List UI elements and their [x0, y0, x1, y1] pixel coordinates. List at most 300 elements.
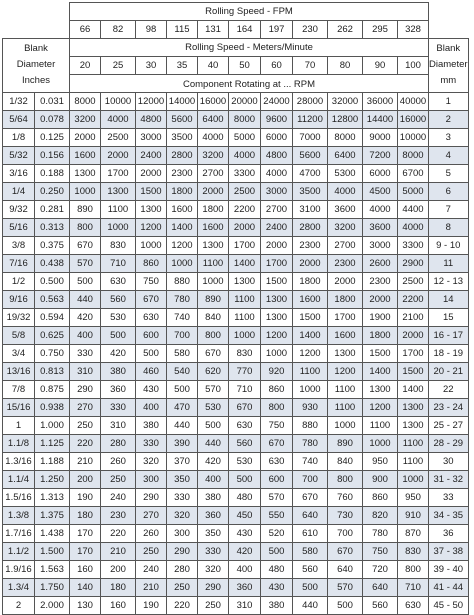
- rpm-value: 1000: [229, 327, 261, 345]
- mpm-value: 80: [328, 57, 363, 75]
- fpm-value: 82: [101, 21, 136, 39]
- table-row: [3, 417, 469, 435]
- rpm-value: 830: [101, 237, 136, 255]
- rpm-value: 530: [198, 399, 229, 417]
- blank-inches-fraction: 1.7/16: [3, 525, 35, 543]
- blank-inches-fraction: 2: [3, 597, 35, 615]
- blank-inches-decimal: 1.250: [35, 471, 70, 489]
- rpm-value: 3600: [328, 201, 363, 219]
- rpm-value: 800: [70, 219, 101, 237]
- blank-inches-decimal: 1.563: [35, 561, 70, 579]
- rpm-value: 240: [101, 489, 136, 507]
- rpm-value: 1300: [261, 291, 293, 309]
- blank-inches-decimal: 1.313: [35, 489, 70, 507]
- rpm-value: 500: [198, 417, 229, 435]
- rpm-value: 2300: [293, 237, 328, 255]
- rpm-value: 250: [101, 471, 136, 489]
- rpm-value: 1000: [70, 183, 101, 201]
- rpm-title: Component Rotating at ... RPM: [70, 75, 429, 93]
- mpm-title: Rolling Speed - Meters/Minute: [70, 39, 429, 57]
- rpm-value: 3000: [261, 183, 293, 201]
- rpm-value: 280: [167, 561, 198, 579]
- rpm-value: 260: [101, 453, 136, 471]
- blank-diameter-mm: 12 - 13: [429, 273, 469, 291]
- rpm-value: 300: [167, 525, 198, 543]
- blank-diameter-mm: 18 - 19: [429, 345, 469, 363]
- mpm-value: 30: [136, 57, 167, 75]
- rpm-value: 800: [198, 327, 229, 345]
- rpm-value: 420: [229, 543, 261, 561]
- rpm-value: 2900: [398, 255, 429, 273]
- fpm-value: 131: [198, 21, 229, 39]
- table-row: [3, 147, 469, 165]
- rpm-value: 4800: [261, 147, 293, 165]
- rpm-value: 950: [398, 489, 429, 507]
- rpm-value: 750: [136, 273, 167, 291]
- blank-diameter-mm: 9 - 10: [429, 237, 469, 255]
- rpm-value: 630: [229, 417, 261, 435]
- rpm-value: 2300: [167, 165, 198, 183]
- fpm-value: 262: [328, 21, 363, 39]
- rpm-value: 260: [136, 525, 167, 543]
- rpm-value: 10000: [101, 93, 136, 111]
- blank-inches-decimal: 0.313: [35, 219, 70, 237]
- rpm-value: 750: [261, 417, 293, 435]
- rpm-value: 160: [101, 597, 136, 615]
- rpm-value: 1200: [261, 327, 293, 345]
- rpm-value: 6400: [328, 147, 363, 165]
- rpm-value: 32000: [328, 93, 363, 111]
- rpm-value: 1600: [167, 201, 198, 219]
- rpm-value: 2100: [398, 309, 429, 327]
- blank-diameter-mm: 4: [429, 147, 469, 165]
- mpm-values-row: [3, 57, 469, 75]
- rpm-value: 800: [261, 399, 293, 417]
- rpm-value: 1200: [136, 219, 167, 237]
- rpm-value: 210: [70, 453, 101, 471]
- rpm-value: 1300: [261, 309, 293, 327]
- blank-diameter-mm: 22: [429, 381, 469, 399]
- blank-diameter-mm: 1: [429, 93, 469, 111]
- rpm-value: 12000: [136, 93, 167, 111]
- fpm-title: Rolling Speed - FPM: [70, 3, 429, 21]
- table-row: [3, 507, 469, 525]
- rpm-value: 620: [198, 363, 229, 381]
- blank-inches-decimal: 0.375: [35, 237, 70, 255]
- rpm-value: 530: [101, 309, 136, 327]
- rpm-value: 910: [398, 507, 429, 525]
- table-row: [3, 561, 469, 579]
- blank-inches-decimal: 0.156: [35, 147, 70, 165]
- rpm-value: 1000: [293, 381, 328, 399]
- rpm-value: 2500: [101, 129, 136, 147]
- rpm-value: 1600: [293, 291, 328, 309]
- rpm-value: 350: [198, 525, 229, 543]
- rpm-value: 1100: [398, 435, 429, 453]
- blank-inches-fraction: 1.1/4: [3, 471, 35, 489]
- mpm-value: 60: [261, 57, 293, 75]
- rpm-value: 900: [363, 471, 398, 489]
- rpm-value: 1500: [136, 183, 167, 201]
- rpm-value: 560: [363, 597, 398, 615]
- rpm-value: 2600: [363, 255, 398, 273]
- rpm-value: 2000: [328, 273, 363, 291]
- rpm-value: 1300: [198, 237, 229, 255]
- rpm-value: 670: [229, 399, 261, 417]
- rpm-value: 330: [70, 345, 101, 363]
- rpm-value: 500: [328, 597, 363, 615]
- rpm-value: 140: [70, 579, 101, 597]
- rpm-value: 710: [101, 255, 136, 273]
- rpm-value: 380: [136, 417, 167, 435]
- table-row: [3, 471, 469, 489]
- rpm-value: 640: [328, 561, 363, 579]
- blank-diameter-mm: 34 - 35: [429, 507, 469, 525]
- rpm-value: 450: [229, 507, 261, 525]
- rpm-value: 1100: [328, 381, 363, 399]
- fpm-value: 328: [398, 21, 429, 39]
- rpm-value: 1000: [101, 219, 136, 237]
- blank-inches-fraction: 5/32: [3, 147, 35, 165]
- blank-diameter-mm: 33: [429, 489, 469, 507]
- rpm-value: 440: [70, 291, 101, 309]
- rpm-value: 16000: [198, 93, 229, 111]
- rpm-value: 470: [167, 399, 198, 417]
- rpm-value: 380: [261, 597, 293, 615]
- table-row: [3, 129, 469, 147]
- table-row: [3, 111, 469, 129]
- rpm-value: 1300: [70, 165, 101, 183]
- rpm-value: 2000: [293, 255, 328, 273]
- rpm-value: 1000: [136, 237, 167, 255]
- rpm-value: 2200: [229, 201, 261, 219]
- rpm-value: 6400: [198, 111, 229, 129]
- rpm-value: 600: [136, 327, 167, 345]
- rpm-value: 290: [167, 543, 198, 561]
- blank-inches-decimal: 2.000: [35, 597, 70, 615]
- rpm-value: 1500: [398, 363, 429, 381]
- rpm-value: 670: [198, 345, 229, 363]
- rolling-speed-table: [2, 2, 469, 615]
- rpm-value: 890: [198, 291, 229, 309]
- blank-inches-fraction: 3/16: [3, 165, 35, 183]
- left-label-line: Inches: [22, 75, 50, 86]
- blank-diameter-mm: 31 - 32: [429, 471, 469, 489]
- rpm-value: 870: [398, 525, 429, 543]
- rpm-value: 3000: [363, 237, 398, 255]
- rpm-value: 3200: [198, 147, 229, 165]
- blank-inches-fraction: 1.3/4: [3, 579, 35, 597]
- rpm-value: 310: [70, 363, 101, 381]
- rpm-value: 380: [101, 363, 136, 381]
- rpm-value: 1700: [328, 309, 363, 327]
- rpm-value: 300: [136, 471, 167, 489]
- mpm-value: 100: [398, 57, 429, 75]
- rpm-value: 430: [136, 381, 167, 399]
- blank-inches-fraction: 5/16: [3, 219, 35, 237]
- mpm-value: 25: [101, 57, 136, 75]
- rpm-value: 710: [398, 579, 429, 597]
- rpm-value: 580: [167, 345, 198, 363]
- rpm-value: 420: [70, 309, 101, 327]
- rpm-value: 500: [136, 345, 167, 363]
- rpm-value: 1400: [398, 381, 429, 399]
- rpm-value: 1100: [101, 201, 136, 219]
- rpm-value: 7200: [363, 147, 398, 165]
- rpm-value: 3500: [293, 183, 328, 201]
- rpm-value: 1100: [293, 363, 328, 381]
- table-row: [3, 345, 469, 363]
- rpm-value: 1500: [293, 309, 328, 327]
- rpm-value: 570: [70, 255, 101, 273]
- blank-inches-fraction: 15/16: [3, 399, 35, 417]
- blank-diameter-mm: 36: [429, 525, 469, 543]
- rpm-value: 8000: [328, 129, 363, 147]
- blank-diameter-mm: 16 - 17: [429, 327, 469, 345]
- rpm-value: 3200: [70, 111, 101, 129]
- right-label-line: mm: [440, 75, 457, 86]
- rpm-value: 1200: [363, 399, 398, 417]
- rpm-value: 3600: [363, 219, 398, 237]
- rpm-value: 250: [198, 597, 229, 615]
- table-row: [3, 579, 469, 597]
- blank-inches-decimal: 1.500: [35, 543, 70, 561]
- rpm-value: 730: [328, 507, 363, 525]
- rpm-value: 820: [363, 507, 398, 525]
- blank-inches-decimal: 0.078: [35, 111, 70, 129]
- rpm-value: 240: [136, 561, 167, 579]
- rpm-value: 11200: [293, 111, 328, 129]
- rpm-value: 1800: [363, 327, 398, 345]
- table-row: [3, 543, 469, 561]
- fpm-value: 98: [136, 21, 167, 39]
- rpm-value: 1200: [293, 345, 328, 363]
- blank-diameter-mm: 11: [429, 255, 469, 273]
- rpm-value: 500: [229, 471, 261, 489]
- blank-inches-fraction: 7/8: [3, 381, 35, 399]
- rpm-value: 700: [293, 471, 328, 489]
- rpm-value: 320: [198, 561, 229, 579]
- blank-inches-fraction: 1.1/8: [3, 435, 35, 453]
- blank-inches-fraction: 1/32: [3, 93, 35, 111]
- table-row: [3, 525, 469, 543]
- rpm-value: 630: [136, 309, 167, 327]
- blank-diameter-mm: 41 - 44: [429, 579, 469, 597]
- blank-inches-decimal: 0.813: [35, 363, 70, 381]
- rpm-value: 770: [229, 363, 261, 381]
- rpm-value: 1600: [70, 147, 101, 165]
- rpm-value: 4000: [363, 201, 398, 219]
- blank-inches-decimal: 0.250: [35, 183, 70, 201]
- rpm-value: 1500: [261, 273, 293, 291]
- left-column-header: [3, 39, 70, 93]
- rpm-value: 480: [229, 489, 261, 507]
- blank-inches-fraction: 5/8: [3, 327, 35, 345]
- blank-diameter-mm: 37 - 38: [429, 543, 469, 561]
- rpm-value: 4400: [398, 201, 429, 219]
- rpm-value: 2000: [398, 327, 429, 345]
- rpm-value: 1100: [398, 453, 429, 471]
- rpm-value: 1200: [328, 363, 363, 381]
- blank-inches-decimal: 1.125: [35, 435, 70, 453]
- rpm-value: 720: [363, 561, 398, 579]
- right-column-header: [429, 39, 469, 93]
- rpm-value: 440: [198, 435, 229, 453]
- rpm-value: 840: [198, 309, 229, 327]
- rpm-value: 1300: [398, 417, 429, 435]
- table-row: [3, 597, 469, 615]
- mpm-value: 50: [229, 57, 261, 75]
- blank-inches-fraction: 1.3/16: [3, 453, 35, 471]
- blank-inches-decimal: 1.375: [35, 507, 70, 525]
- rpm-value: 600: [261, 471, 293, 489]
- rpm-value: 9000: [363, 129, 398, 147]
- blank-inches-fraction: 1.3/8: [3, 507, 35, 525]
- rpm-value: 400: [229, 561, 261, 579]
- rpm-value: 880: [167, 273, 198, 291]
- rpm-value: 8000: [398, 147, 429, 165]
- rpm-value: 40000: [398, 93, 429, 111]
- rpm-value: 170: [70, 525, 101, 543]
- rpm-value: 390: [167, 435, 198, 453]
- rpm-value: 210: [101, 543, 136, 561]
- rpm-value: 3100: [293, 201, 328, 219]
- rpm-value: 200: [101, 561, 136, 579]
- rpm-value: 670: [136, 291, 167, 309]
- rpm-value: 670: [261, 435, 293, 453]
- rpm-value: 2000: [136, 165, 167, 183]
- rpm-value: 160: [70, 561, 101, 579]
- rpm-value: 860: [261, 381, 293, 399]
- rpm-value: 2400: [261, 219, 293, 237]
- blank-diameter-mm: 2: [429, 111, 469, 129]
- rpm-value: 780: [293, 435, 328, 453]
- rpm-value: 700: [328, 525, 363, 543]
- rpm-value: 890: [70, 201, 101, 219]
- rpm-value: 6000: [261, 129, 293, 147]
- blank-corner: [429, 21, 469, 39]
- blank-corner: [3, 3, 70, 21]
- blank-corner: [429, 3, 469, 21]
- rpm-value: 1800: [328, 291, 363, 309]
- blank-inches-fraction: 1: [3, 417, 35, 435]
- rpm-value: 400: [70, 327, 101, 345]
- rpm-value: 2300: [363, 273, 398, 291]
- mpm-value: 90: [363, 57, 398, 75]
- rpm-value: 5300: [328, 165, 363, 183]
- rpm-value: 220: [167, 597, 198, 615]
- table-row: [3, 219, 469, 237]
- rpm-value: 860: [363, 489, 398, 507]
- table-row: [3, 237, 469, 255]
- rpm-value: 8000: [70, 93, 101, 111]
- mpm-value: 70: [293, 57, 328, 75]
- rpm-value: 4000: [398, 219, 429, 237]
- blank-inches-fraction: 5/64: [3, 111, 35, 129]
- rpm-value: 1100: [363, 417, 398, 435]
- rpm-value: 1700: [261, 255, 293, 273]
- rpm-value: 570: [328, 579, 363, 597]
- rpm-value: 36000: [363, 93, 398, 111]
- mpm-value: 40: [198, 57, 229, 75]
- blank-inches-decimal: 0.563: [35, 291, 70, 309]
- rpm-value: 1700: [398, 345, 429, 363]
- rpm-value: 4000: [101, 111, 136, 129]
- blank-diameter-mm: 45 - 50: [429, 597, 469, 615]
- rpm-value: 10000: [398, 129, 429, 147]
- rpm-value: 180: [101, 579, 136, 597]
- rpm-value: 2000: [101, 147, 136, 165]
- rpm-value: 920: [261, 363, 293, 381]
- table-row: [3, 453, 469, 471]
- rpm-value: 360: [229, 579, 261, 597]
- rpm-value: 2000: [198, 183, 229, 201]
- rpm-value: 6700: [398, 165, 429, 183]
- rpm-value: 480: [261, 561, 293, 579]
- rpm-value: 6000: [363, 165, 398, 183]
- table-row: [3, 327, 469, 345]
- rpm-value: 500: [261, 543, 293, 561]
- rpm-value: 2200: [398, 291, 429, 309]
- blank-inches-decimal: 0.750: [35, 345, 70, 363]
- blank-inches-decimal: 0.125: [35, 129, 70, 147]
- rpm-value: 2700: [198, 165, 229, 183]
- rpm-value: 1700: [101, 165, 136, 183]
- rpm-value: 750: [363, 543, 398, 561]
- rpm-value: 270: [136, 507, 167, 525]
- rpm-value: 2500: [398, 273, 429, 291]
- rpm-value: 1200: [167, 237, 198, 255]
- fpm-value: 115: [167, 21, 198, 39]
- rpm-value: 1000: [328, 417, 363, 435]
- rpm-value: 4000: [198, 129, 229, 147]
- rpm-value: 14400: [363, 111, 398, 129]
- rpm-value: 1400: [167, 219, 198, 237]
- rpm-value: 270: [70, 399, 101, 417]
- rpm-value: 880: [293, 417, 328, 435]
- fpm-value: 164: [229, 21, 261, 39]
- rpm-value: 290: [136, 489, 167, 507]
- rpm-value: 24000: [261, 93, 293, 111]
- rpm-value: 2400: [136, 147, 167, 165]
- rpm-value: 1400: [293, 327, 328, 345]
- rpm-value: 4000: [229, 147, 261, 165]
- rpm-value: 1100: [229, 309, 261, 327]
- rpm-value: 290: [70, 381, 101, 399]
- rpm-value: 7000: [293, 129, 328, 147]
- blank-diameter-mm: 25 - 27: [429, 417, 469, 435]
- rpm-value: 760: [328, 489, 363, 507]
- blank-inches-decimal: 0.500: [35, 273, 70, 291]
- rpm-value: 570: [198, 381, 229, 399]
- mpm-value: 20: [70, 57, 101, 75]
- rpm-value: 12800: [328, 111, 363, 129]
- rpm-value: 430: [229, 525, 261, 543]
- rpm-value: 290: [198, 579, 229, 597]
- rpm-value: 190: [70, 489, 101, 507]
- rpm-value: 440: [167, 417, 198, 435]
- rpm-value: 1500: [363, 345, 398, 363]
- blank-inches-fraction: 3/4: [3, 345, 35, 363]
- table-row: [3, 435, 469, 453]
- blank-inches-fraction: 19/32: [3, 309, 35, 327]
- rpm-value: 230: [101, 507, 136, 525]
- blank-inches-decimal: 1.438: [35, 525, 70, 543]
- blank-inches-decimal: 0.438: [35, 255, 70, 273]
- blank-inches-decimal: 0.281: [35, 201, 70, 219]
- rpm-value: 830: [229, 345, 261, 363]
- rpm-value: 2700: [328, 237, 363, 255]
